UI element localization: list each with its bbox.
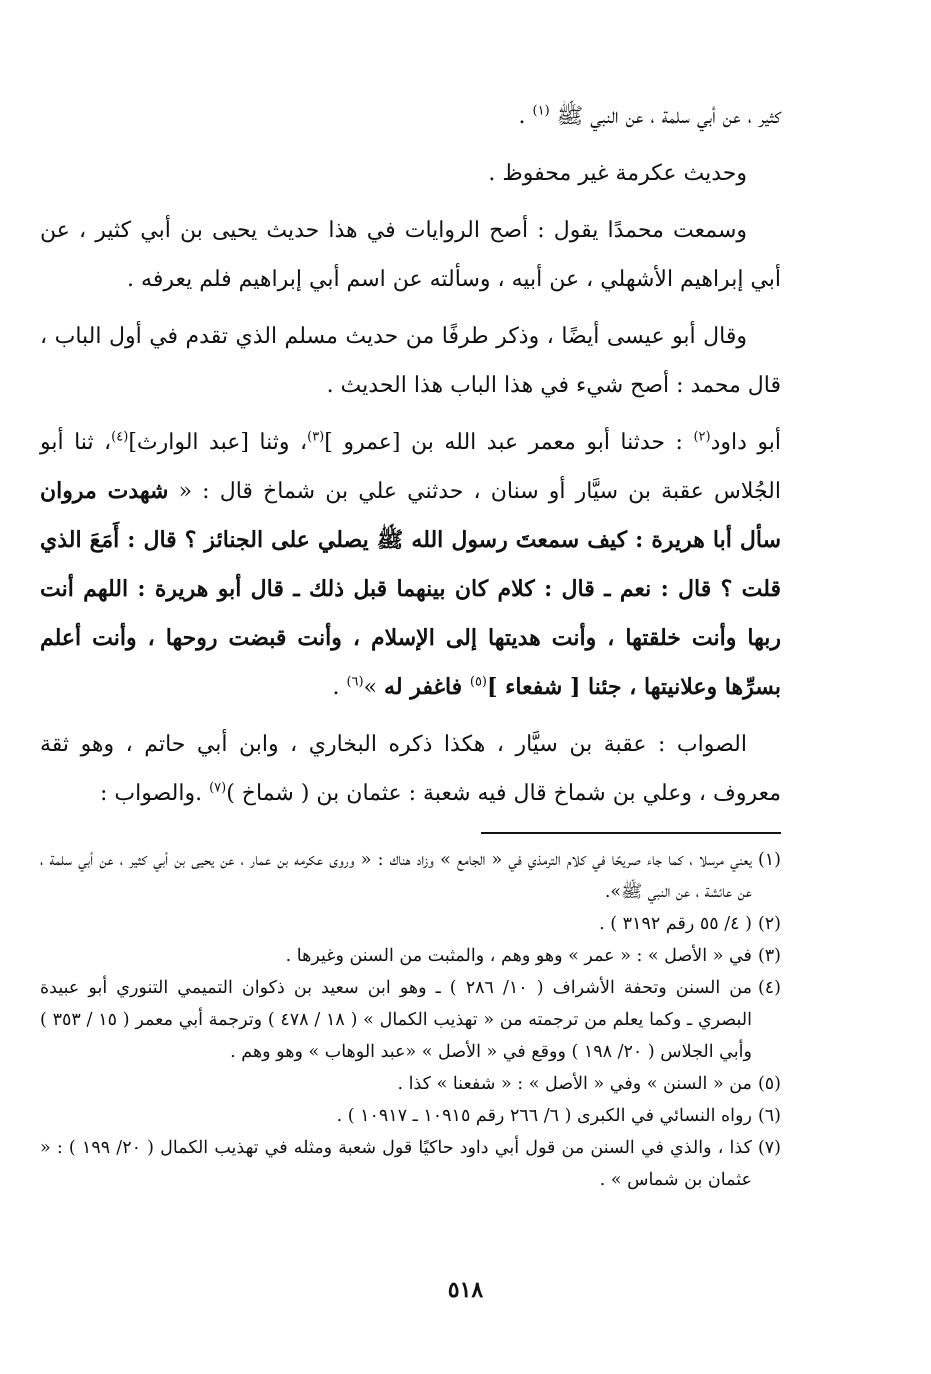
narrator-source: أبو داود [710, 430, 782, 455]
footnote-5 [40, 1068, 781, 1100]
footnotes [40, 844, 781, 1196]
main-text [40, 92, 781, 818]
hadith-text: شهدت مروان سأل أبا هريرة : كيف سمعتَ رسول الله ﷺ يصلي على الجنائز ؟ قال : أَمَعَ الذي قلت ؟ قال : نعم ـ قال : كلام كان بينهما قبل ذلك ـ قال أبو هريرة : اللهم أنت ربها وأنت خلقتها ، وأنت هديتها إلى الإسلام ، وأنت قبضت روحها ، وأنت أعلم بسرِّها وعلانيتها ، جئنا [ شفعاء ] [40, 478, 781, 700]
paragraph-6-end: .والصواب : [99, 781, 210, 806]
footnote-number: (٧) [757, 1138, 781, 1158]
footnote-text: من « السنن » وفي « الأصل » : « شفعنا » كذا . [397, 1074, 752, 1094]
footnote-text: يعني مرسلا ، كما جاء صريحًا في كلام الترمذي في « الجامع » وزاد هناك : « وروى عكرمه بن عمار ، عن يحيى بن أبي كثير ، عن أبي سلمة ، عن عائشة ، عن النبي ﷺ». [40, 850, 752, 902]
footnote-ref-1[interactable]: (١) [532, 103, 550, 119]
paragraph-1 [40, 92, 781, 141]
hadith-text-end: فاغفر له [384, 674, 470, 700]
footnote-number: (٢) [757, 914, 781, 934]
page-number: ٥١٨ [447, 1277, 484, 1303]
paragraph-2: وحديث عكرمة غير محفوظ . [488, 161, 747, 186]
isnad-part-1: : حدثنا أبو معمر عبد الله بن [عمرو ] [324, 430, 694, 455]
footnote-ref-4[interactable]: (٤) [111, 429, 129, 445]
paragraph-5 [40, 418, 781, 712]
footnote-7 [40, 1132, 781, 1196]
footnote-3 [40, 940, 781, 972]
quote-close: » [363, 675, 385, 700]
footnote-number: (٤) [757, 978, 781, 998]
footnote-text: كذا ، والذي في السنن من قول أبي داود حاكيًا قول شعبة ومثله في تهذيب الكمال ( ٢٠/ ١٩٩ ) : « عثمان بن شماس » . [40, 1138, 752, 1190]
paragraph-3: وسمعت محمدًا يقول : أصح الروايات في هذا حديث يحيى بن أبي كثير ، عن أبي إبراهيم الأشهلي ، عن أبيه ، وسألته عن اسم أبي إبراهيم فلم يعرفه . [40, 218, 781, 292]
footnote-separator [481, 832, 781, 834]
footnote-text: من السنن وتحفة الأشراف ( ١٠/ ٢٨٦ ) ـ وهو ابن سعيد بن ذكوان التميمي التنوري أبو عبيدة البصري ـ وكما يعلم من ترجمته من « تهذيب الكمال » ( ١٨ / ٤٧٨ ) وترجمة أبي معمر ( ١٥ / ٣٥٣ ) وأبي الجلاس ( ٢٠/ ١٩٨ ) ووقع في « الأصل » «عبد الوهاب » وهو وهم . [40, 978, 752, 1062]
footnote-ref-2[interactable]: (٢) [693, 429, 711, 445]
paragraph-6-text: الصواب : عقبة بن سيَّار ، هكذا ذكره البخاري ، وابن أبي حاتم ، وهو ثقة معروف ، وعلي بن شماخ قال فيه شعبة : عثمان بن ( شماخ ) [40, 732, 781, 806]
paragraph-5-end: . [332, 675, 347, 700]
footnote-number: (٦) [757, 1106, 781, 1126]
footnote-4 [40, 972, 781, 1068]
footnote-ref-6[interactable]: (٦) [346, 674, 364, 690]
paragraph-1-end: . [518, 104, 526, 129]
isnad-part-2: ، وثنا [عبد الوارث] [128, 430, 308, 455]
footnote-text: في « الأصل » : « عمر » وهو وهم ، والمثبت من السنن وغيرها . [285, 946, 752, 966]
footnote-text: ( ٤/ ٥٥ رقم ٣١٩٢ ) . [599, 914, 752, 934]
footnote-ref-7[interactable]: (٧) [209, 780, 227, 796]
footnote-ref-5[interactable]: (٥) [469, 674, 487, 690]
isnad-part-3: ، ثنا أبو الجُلاس عقبة بن سيَّار أو سنان ، حدثني علي بن شماخ قال : « [40, 430, 781, 504]
paragraph-1-text: كثير ، عن أبي سلمة ، عن النبي ﷺ [556, 104, 781, 129]
paragraph-4: وقال أبو عيسى أيضًا ، وذكر طرفًا من حديث مسلم الذي تقدم في أول الباب ، قال محمد : أصح شيء في هذا الباب هذا الحديث . [40, 324, 781, 398]
footnote-number: (٣) [757, 946, 781, 966]
footnote-2 [40, 908, 781, 940]
footnote-number: (٥) [757, 1074, 781, 1094]
footnote-text: رواه النسائي في الكبرى ( ٦/ ٢٦٦ رقم ١٠٩١٥ ـ ١٠٩١٧ ) . [336, 1106, 752, 1126]
footnote-number: (١) [757, 850, 781, 870]
paragraph-6 [40, 720, 781, 818]
footnote-1 [40, 844, 781, 908]
footnote-ref-3[interactable]: (٣) [307, 429, 325, 445]
footnote-6 [40, 1100, 781, 1132]
